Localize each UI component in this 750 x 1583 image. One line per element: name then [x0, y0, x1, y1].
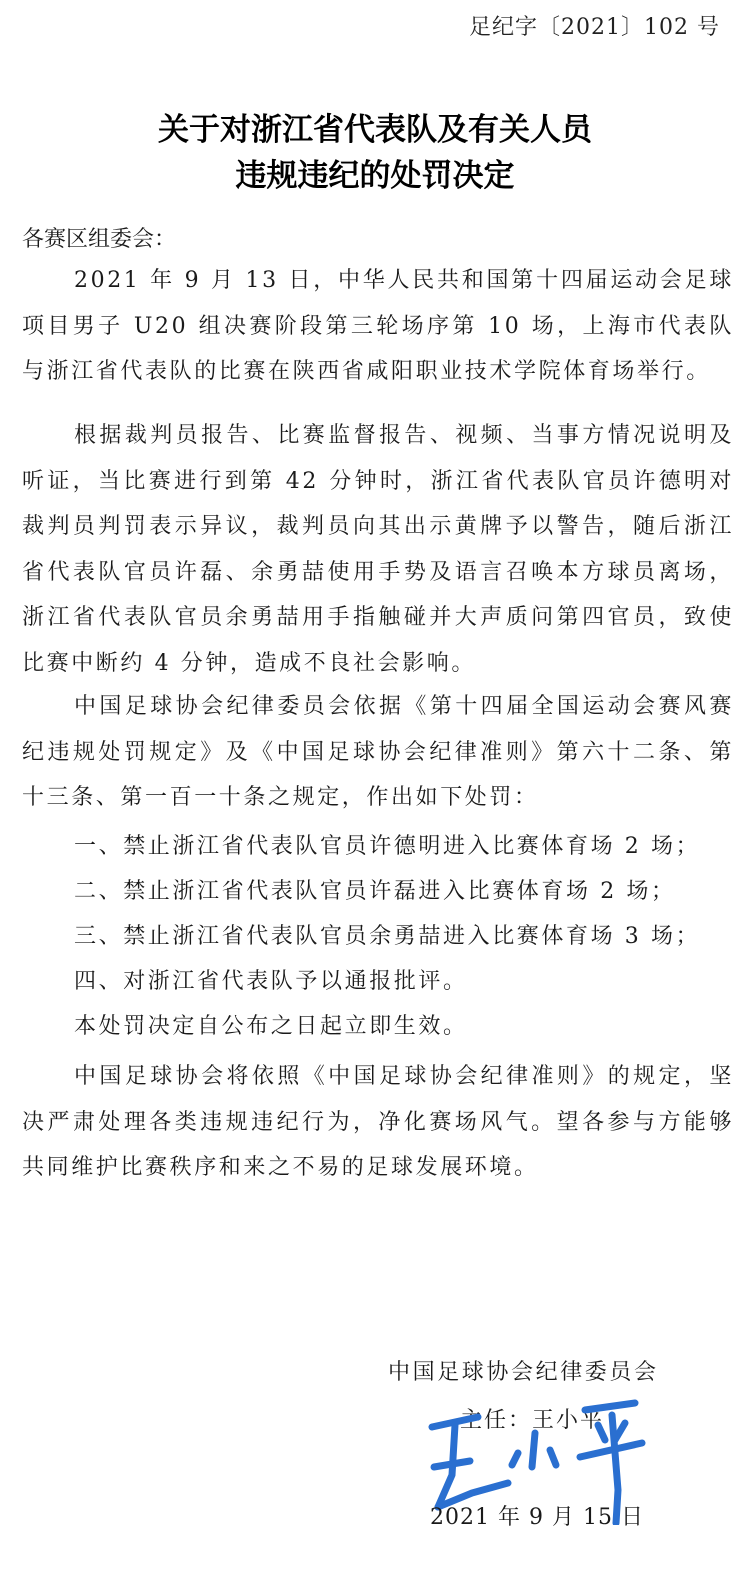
document-title-line-1: 关于对浙江省代表队及有关人员 — [158, 112, 592, 148]
penalty-item-3: 三、禁止浙江省代表队官员余勇喆进入比赛体育场 3 场； — [74, 924, 701, 949]
paragraph-incident-overview: 2021 年 9 月 13 日，中华人民共和国第十四届运动会足球项目男子 U20 组决赛阶段第三轮场序第 10 场，上海市代表队与浙江省代表队的比赛在陕西省咸阳职业技术学院体育场举行。 — [22, 268, 734, 384]
paragraph-incident-details: 根据裁判员报告、比赛监督报告、视频、当事方情况说明及听证，当比赛进行到第 42 分钟时，浙江省代表队官员许德明对裁判员判罚表示异议，裁判员向其出示黄牌予以警告，随后浙江省代表队官员许磊、余勇喆使用手势及语言召唤本方球员离场，浙江省代表队官员余勇喆用手指触碰并大声质问第四官员，致使比赛中断约 4 分钟，造成不良社会影响。 — [22, 423, 734, 676]
penalty-item-1: 一、禁止浙江省代表队官员许德明进入比赛体育场 2 场； — [74, 834, 701, 859]
addressee: 各赛区组委会： — [22, 227, 177, 252]
chair-name: 主任：王小平 — [460, 1408, 605, 1433]
issue-date: 2021 年 9 月 15 日 — [430, 1505, 644, 1530]
penalty-item-4: 四、对浙江省代表队予以通报批评。 — [74, 969, 468, 994]
penalty-item-2: 二、禁止浙江省代表队官员许磊进入比赛体育场 2 场； — [74, 879, 676, 904]
document-title-line-2: 违规违纪的处罚决定 — [235, 158, 515, 194]
paragraph-legal-basis: 中国足球协会纪律委员会依据《第十四届全国运动会赛风赛纪违规处罚规定》及《中国足球协会纪律准则》第六十二条、第十三条、第一百一十条之规定，作出如下处罚： — [22, 694, 734, 810]
effective-statement: 本处罚决定自公布之日起立即生效。 — [74, 1014, 468, 1039]
document-number: 足纪字〔2021〕102 号 — [469, 15, 720, 40]
closing-paragraph: 中国足球协会将依照《中国足球协会纪律准则》的规定，坚决严肃处理各类违规违纪行为，净化赛场风气。望各参与方能够共同维护比赛秩序和来之不易的足球发展环境。 — [22, 1064, 734, 1180]
issuing-organization: 中国足球协会纪律委员会 — [388, 1360, 659, 1385]
